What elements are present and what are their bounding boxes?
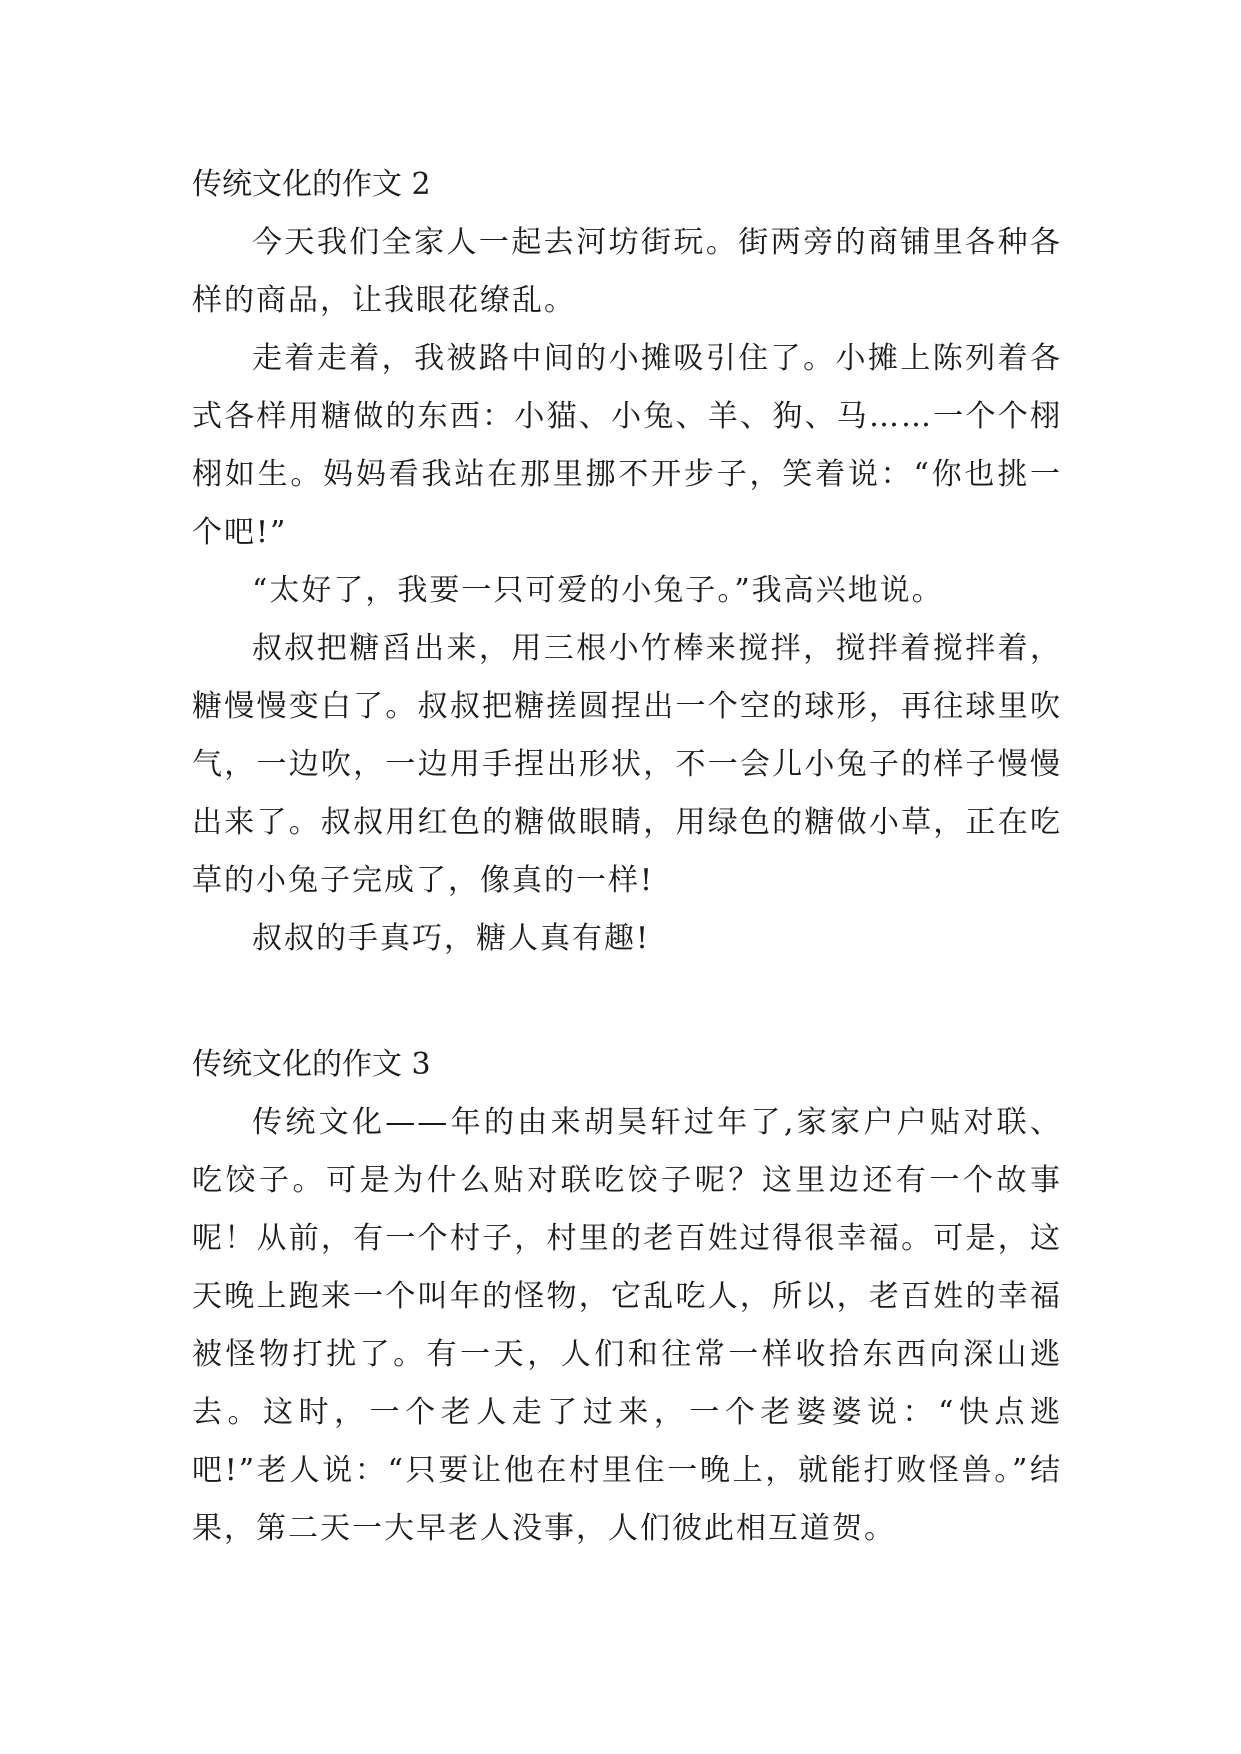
essay-section-3 [192,1036,1062,1558]
paragraph: 传统文化——年的由来胡昊轩过年了,家家户户贴对联、吃饺子。可是为什么贴对联吃饺子呢？这里边还有一个故事呢！从前，有一个村子，村里的老百姓过得很幸福。可是，这天晚上跑来一个叫年的怪物，它乱吃人，所以，老百姓的幸福被怪物打扰了。有一天，人们和往常一样收拾东西向深山逃去。这时，一个老人走了过来，一个老婆婆说：“快点逃吧!”老人说：“只要让他在村里住一晚上，就能打败怪兽。”结果，第二天一大早老人没事，人们彼此相互道贺。 [192,1105,1062,1546]
paragraph: “太好了，我要一只可爱的小兔子。”我高兴地说。 [252,573,944,608]
essay-section-2 [192,156,1062,968]
paragraph: 今天我们全家人一起去河坊街玩。街两旁的商铺里各种各样的商品，让我眼花缭乱。 [192,225,1062,318]
essay-title: 传统文化的作文 3 [192,1047,431,1082]
paragraph: 叔叔的手真巧，糖人真有趣! [252,921,651,956]
paragraph: 叔叔把糖舀出来，用三根小竹棒来搅拌，搅拌着搅拌着，糖慢慢变白了。叔叔把糖搓圆捏出一个空的球形，再往球里吹气，一边吹，一边用手捏出形状，不一会儿小兔子的样子慢慢出来了。叔叔用红色的糖做眼睛，用绿色的糖做小草，正在吃草的小兔子完成了，像真的一样! [192,631,1062,898]
paragraph: 走着走着，我被路中间的小摊吸引住了。小摊上陈列着各式各样用糖做的东西：小猫、小兔、羊、狗、马……一个个栩栩如生。妈妈看我站在那里挪不开步子，笑着说：“你也挑一个吧!” [192,341,1062,550]
essay-title: 传统文化的作文 2 [192,167,431,202]
